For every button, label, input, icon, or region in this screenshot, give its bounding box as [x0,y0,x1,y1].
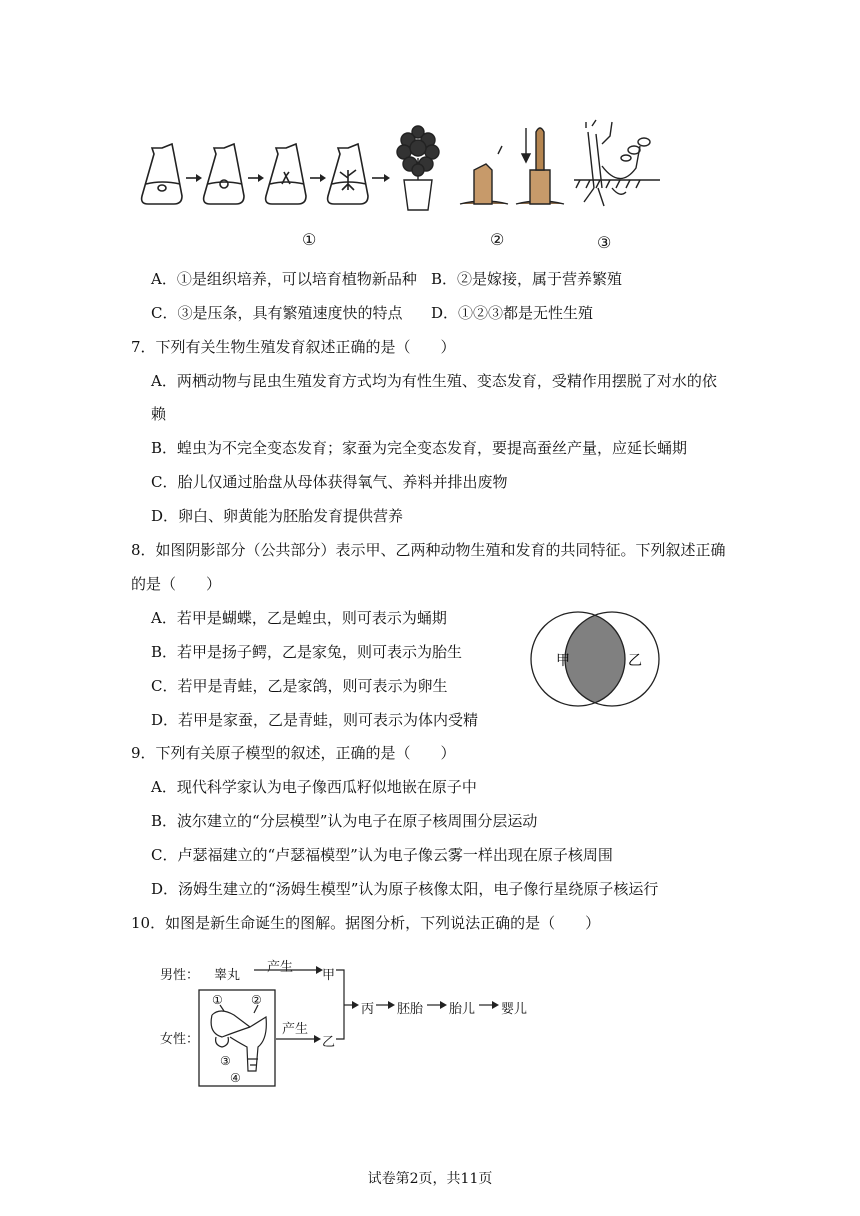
q7-option-c: C．胎儿仅通过胎盘从母体获得氧气、养料并排出废物 [151,473,508,491]
figure-label-2: ② [490,230,505,249]
jia-label: 甲 [322,968,336,983]
figure-label-1: ① [302,230,317,249]
q9-option-c: C．卢瑟福建立的“卢瑟福模型”认为电子像云雾一样出现在原子核周围 [151,846,613,864]
testis-label: 睾丸 [214,968,241,983]
grafting-drawing [460,128,564,204]
q7-option-b: B．蝗虫为不完全变态发育；家蚕为完全变态发育，要提高蚕丝产量，应延长蛹期 [151,439,688,457]
marker-1: ① [212,993,223,1007]
baby-label: 婴儿 [501,1002,528,1017]
figure-label-3: ③ [597,233,612,252]
q9-option-d: D．汤姆生建立的“汤姆生模型”认为原子核像太阳，电子像行星绕原子核运行 [151,880,659,898]
flask-1 [142,144,182,204]
q8-option-d: D．若甲是家蚕，乙是青蛙，则可表示为体内受精 [151,711,479,729]
yi-label: 乙 [322,1035,336,1050]
q7-option-d: D．卵白、卵黄能为胚胎发育提供营养 [151,507,404,525]
q6-option-d: D．①②③都是无性生殖 [431,304,594,322]
q9-stem: 9．下列有关原子模型的叙述，正确的是（ ） [131,744,456,762]
flask-4 [328,144,368,204]
male-label: 男性： [160,968,200,983]
potted-plant [397,126,439,210]
q10-stem: 10．如图是新生命诞生的图解。据图分析，下列说法正确的是（ ） [131,914,601,932]
propagation-figure [140,118,660,218]
marker-2: ② [251,993,262,1007]
q8-stem-cont: 的是（ ） [131,575,222,593]
q7-stem: 7．下列有关生物生殖发育叙述正确的是（ ） [131,338,456,356]
flask-3 [266,144,306,204]
venn-label-left: 甲 [556,653,570,669]
q9-option-b: B．波尔建立的“分层模型”认为电子在原子核周围分层运动 [151,812,538,830]
diagram-lines [150,955,530,1090]
venn-diagram [520,610,670,710]
fetus-label: 胎儿 [449,1002,476,1017]
page-footer: 试卷第2页，共11页 [367,1171,493,1187]
female-label: 女性： [160,1032,200,1047]
reproduction-diagram [150,955,530,1090]
q6-option-a: A．①是组织培养，可以培育植物新品种 [151,270,417,288]
produce-label-female: 产生 [282,1022,309,1037]
layering-drawing [574,120,660,206]
embryo-label: 胚胎 [397,1002,424,1017]
q8-option-b: B．若甲是扬子鳄，乙是家兔，则可表示为胎生 [151,643,463,661]
q9-option-a: A．现代科学家认为电子像西瓜籽似地嵌在原子中 [151,778,477,796]
bing-label: 丙 [361,1002,375,1017]
venn-label-right: 乙 [628,653,642,669]
marker-3: ③ [220,1054,231,1068]
q7-option-a-cont: 赖 [151,405,167,423]
produce-label-male: 产生 [267,960,294,975]
q6-option-c: C．③是压条，具有繁殖速度快的特点 [151,304,403,322]
q7-option-a: A．两栖动物与昆虫生殖发育方式均为有性生殖、变态发育，受精作用摆脱了对水的依 [151,372,717,390]
marker-4: ④ [230,1071,241,1085]
q6-option-b: B．②是嫁接，属于营养繁殖 [431,270,623,288]
q8-option-a: A．若甲是蝴蝶，乙是蝗虫，则可表示为蛹期 [151,609,447,627]
q8-stem: 8．如图阴影部分（公共部分）表示甲、乙两种动物生殖和发育的共同特征。下列叙述正确 [131,541,726,559]
flask-2 [204,144,244,204]
q8-option-c: C．若甲是青蛙，乙是家鸽，则可表示为卵生 [151,677,448,695]
